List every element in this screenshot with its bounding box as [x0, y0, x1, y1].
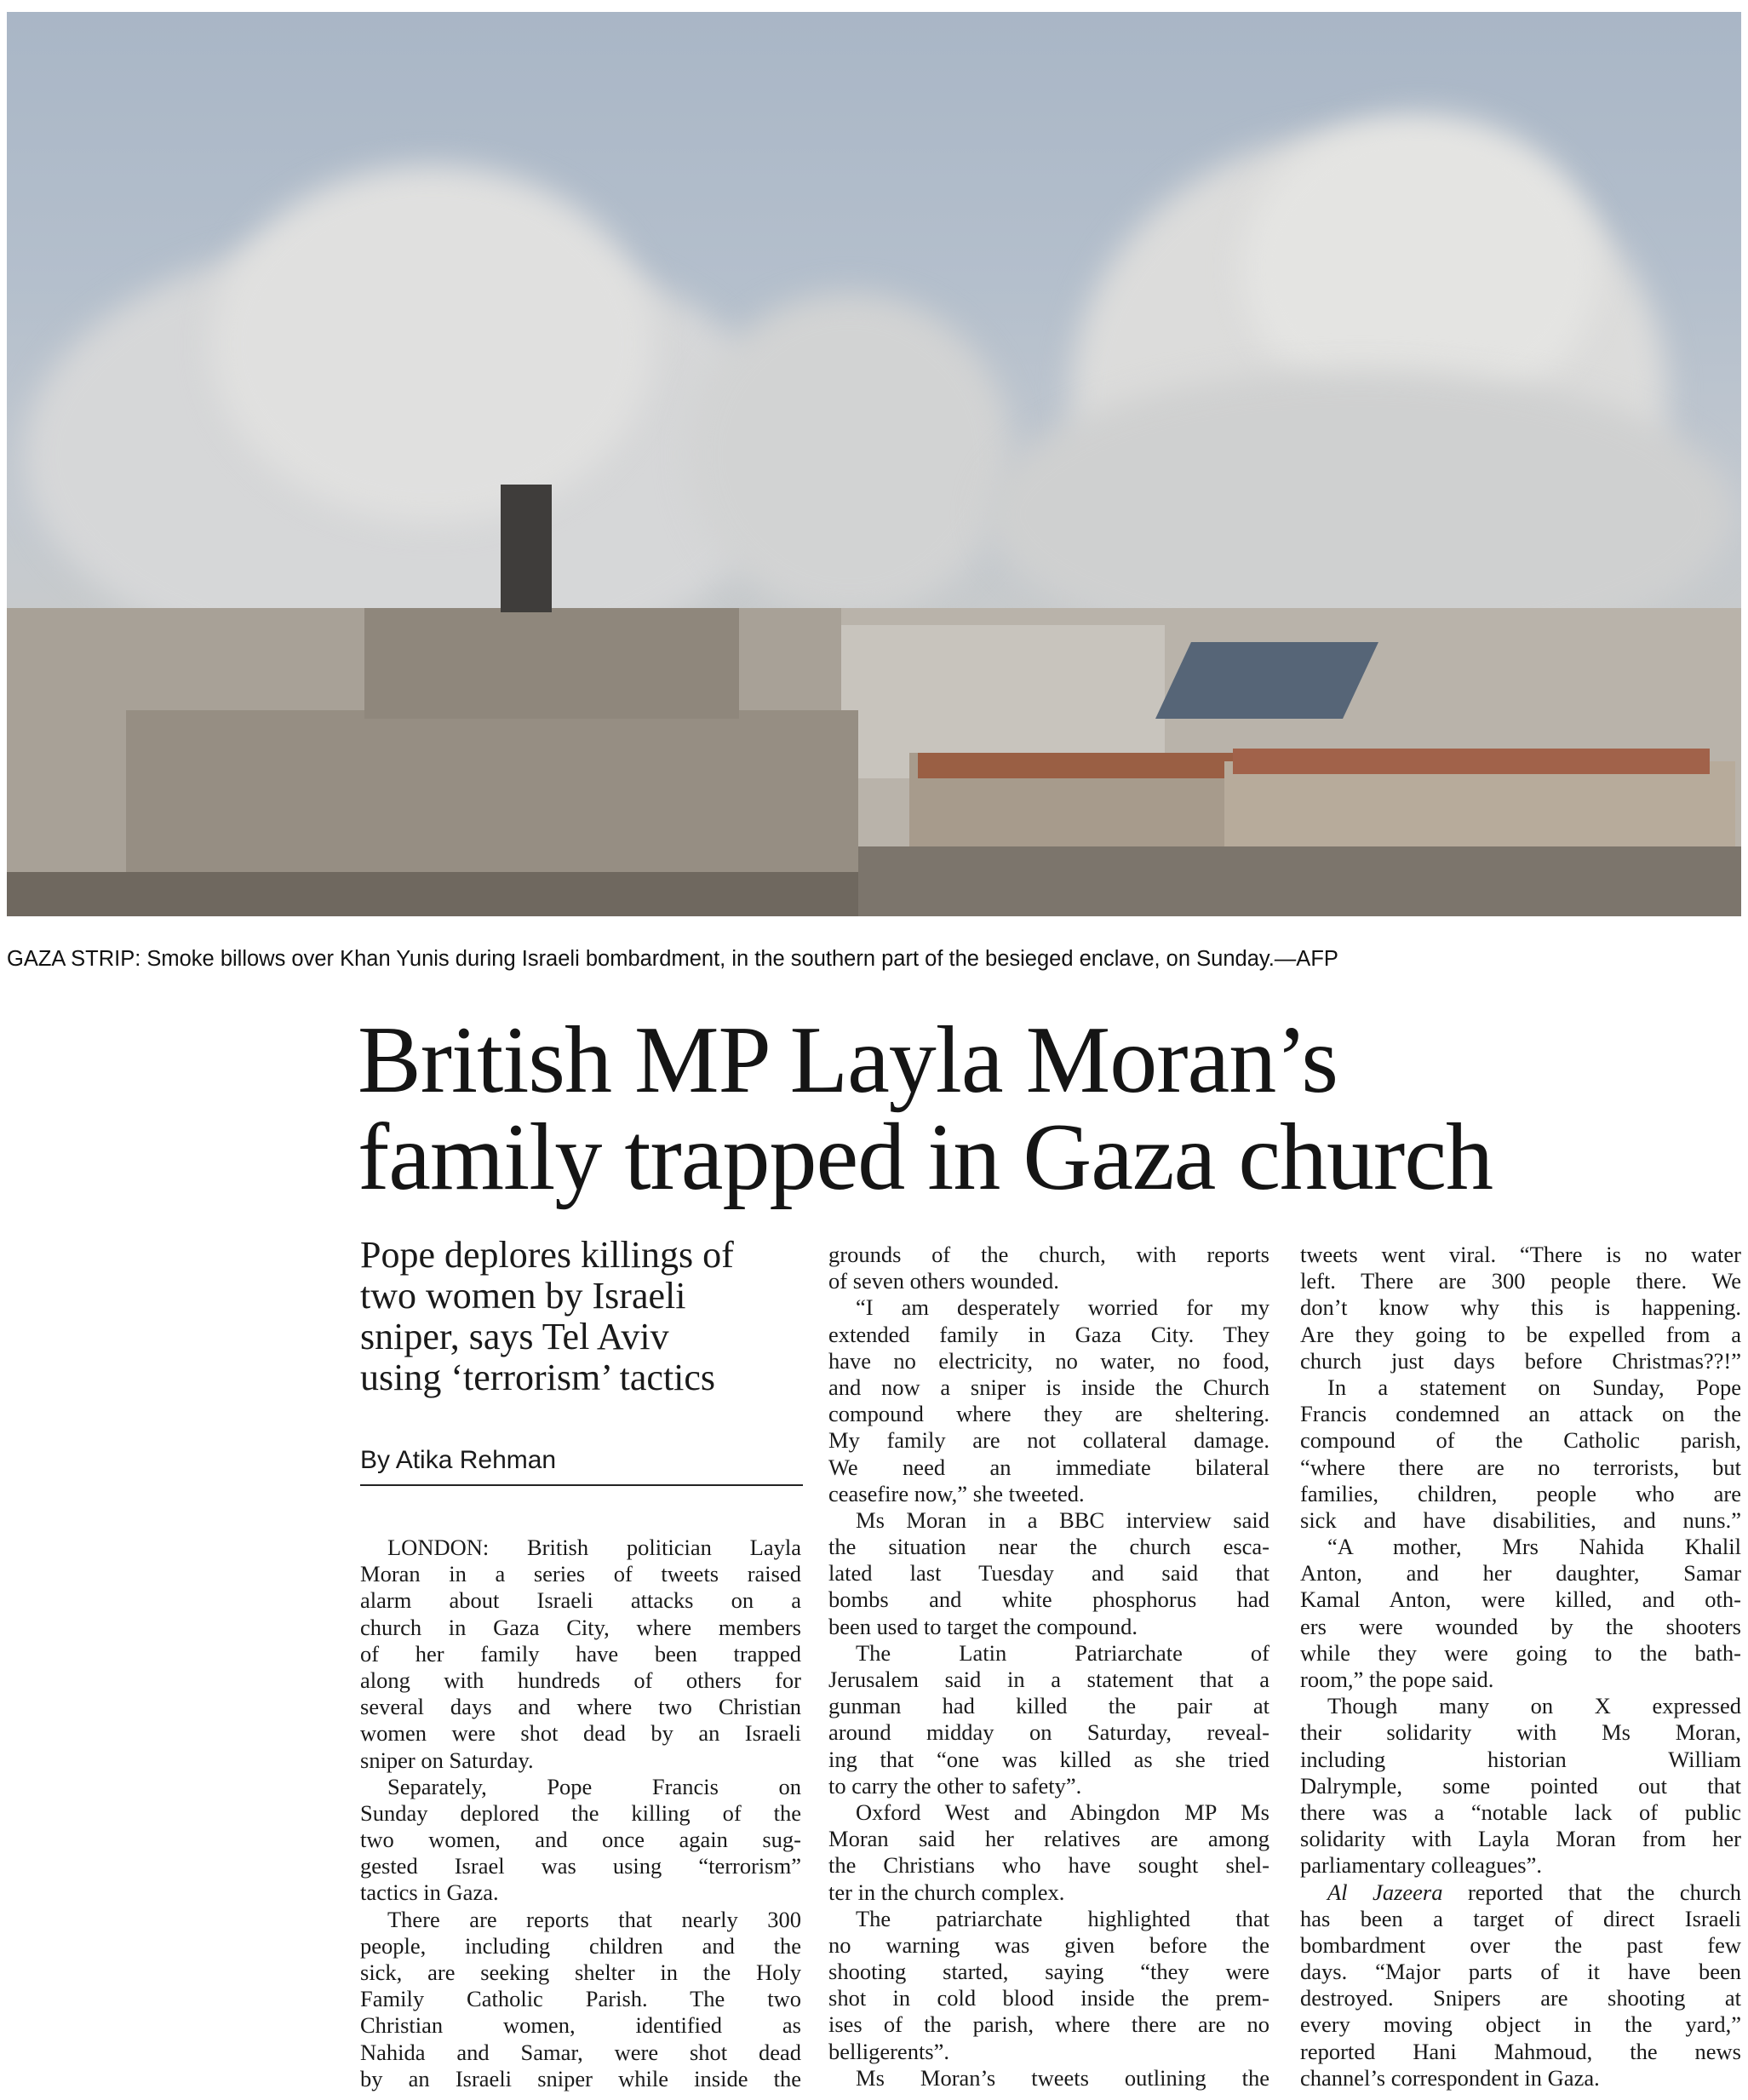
article-text-line: room,” the pope said. [1300, 1667, 1494, 1692]
article-text-line: two women, and once again sug- [360, 1827, 801, 1853]
article-text-line: Kamal Anton, were killed, and oth- [1300, 1586, 1741, 1613]
article-text-line: “A mother, Mrs Nahida Khalil [1327, 1534, 1741, 1560]
article-text-line: been used to target the compound. [828, 1613, 1138, 1639]
article-text-line: along with hundreds of others for [360, 1667, 801, 1693]
article-text-line: ers were wounded by the shooters [1300, 1613, 1741, 1639]
article-text-line: including historian William [1300, 1746, 1741, 1772]
article-text-line: shot in cold blood inside the prem- [828, 1985, 1269, 2011]
headline-line: family trapped in Gaza church [358, 1105, 1493, 1210]
article-text-line: channel’s correspondent in Gaza. [1300, 2064, 1600, 2091]
article-text-line: Separately, Pope Francis on [387, 1773, 801, 1799]
article-text-line: ter in the church complex. [828, 1879, 1065, 1905]
article-text-line: alarm about Israeli attacks on a [360, 1587, 801, 1614]
article-text-line: grounds of the church, with reports [828, 1242, 1269, 1267]
article-text-line: There are reports that nearly 300 [387, 1906, 801, 1932]
article-text-line: has been a target of direct Israeli [1300, 1905, 1741, 1931]
article-text-line: Jerusalem said in a statement that a [828, 1667, 1269, 1692]
article-text-line: sick and have disabilities, and nuns.” [1300, 1506, 1741, 1533]
article-column-1 [360, 1535, 801, 2092]
headline [358, 1007, 1493, 1210]
article-text-line: bombardment over the past few [1300, 1931, 1741, 1958]
article-text-line: sick, are seeking shelter in the Holy [360, 1959, 801, 1985]
article-text-line: compound where they are sheltering. [828, 1401, 1269, 1427]
article-text-line: gested Israel was using “terrorism” [360, 1853, 801, 1879]
article-text-line: ises of the parish, where there are no [828, 2011, 1269, 2038]
article-column-2 [828, 1242, 1269, 2091]
subhead-line: two women by Israeli [360, 1275, 686, 1317]
article-text-line: shooting started, saying “they were [828, 1959, 1269, 1985]
article-text-line: to carry the other to safety”. [828, 1772, 1082, 1799]
article-text-line: have no electricity, no water, no food, [828, 1347, 1269, 1374]
article-text-line: around midday on Saturday, reveal- [828, 1719, 1269, 1746]
byline-divider [360, 1484, 803, 1486]
article-text-line: days. “Major parts of it have been [1300, 1959, 1741, 1985]
photo-caption: GAZA STRIP: Smoke billows over Khan Yunis during Israeli bombardment, in the southern part of the besieged enclave, on Sunday.—AFP [7, 947, 1338, 971]
article-text-line: people, including children and the [360, 1932, 801, 1959]
subhead-line: Pope deplores killings of [360, 1234, 734, 1276]
article-text-line: families, children, people who are [1300, 1480, 1741, 1506]
article-text-line: “I am desperately worried for my [856, 1294, 1269, 1321]
subheadline [360, 1235, 803, 1398]
article-text-line: Al Jazeera reported that the church [1327, 1879, 1741, 1905]
article-text-line: of seven others wounded. [828, 1268, 1059, 1294]
byline: By Atika Rehman [360, 1446, 557, 1474]
article-text-line: church just days before Christmas??!” [1300, 1347, 1741, 1374]
article-text-line: Though many on X expressed [1327, 1693, 1741, 1719]
article-text-line: Sunday deplored the killing of the [360, 1799, 801, 1826]
article-text-line: ing that “one was killed as she tried [828, 1746, 1269, 1772]
article-text-line: Ms Moran’s tweets outlining the [856, 2064, 1269, 2091]
article-text-line: while they were going to the bath- [1300, 1639, 1741, 1666]
article-text-line: don’t know why this is happening. [1300, 1294, 1741, 1321]
article-text-line: sniper on Saturday. [360, 1747, 534, 1773]
article-text-line: solidarity with Layla Moran from her [1300, 1826, 1741, 1852]
article-text-line: compound of the Catholic parish, [1300, 1427, 1741, 1454]
article-text-line: belligerents”. [828, 2038, 950, 2064]
subhead-line: sniper, says Tel Aviv [360, 1316, 669, 1357]
article-text-line: there was a “notable lack of public [1300, 1799, 1741, 1825]
article-text-line: Christian women, identified as [360, 2012, 801, 2039]
article-text-line: destroyed. Snipers are shooting at [1300, 1985, 1741, 2011]
article-text-line: Moran said her relatives are among [828, 1826, 1269, 1852]
article-text-line: the Christians who have sought shel- [828, 1852, 1269, 1879]
article-text-line: My family are not collateral damage. [828, 1427, 1269, 1454]
article-text-line: their solidarity with Ms Moran, [1300, 1719, 1741, 1746]
article-text-line: ceasefire now,” she tweeted. [828, 1480, 1085, 1506]
article-text-line: no warning was given before the [828, 1931, 1269, 1958]
article-text-line: church in Gaza City, where members [360, 1614, 801, 1640]
article-text-line: We need an immediate bilateral [828, 1454, 1269, 1480]
subhead-line: using ‘terrorism’ tactics [360, 1357, 716, 1398]
article-text-line: Francis condemned an attack on the [1300, 1401, 1741, 1427]
article-text-line: by an Israeli sniper while inside the [360, 2065, 801, 2091]
article-text-line: In a statement on Sunday, Pope [1327, 1374, 1741, 1400]
article-text-line: Nahida and Samar, were shot dead [360, 2039, 801, 2065]
article-text-line: Are they going to be expelled from a [1300, 1321, 1741, 1347]
article-text-line: and now a sniper is inside the Church [828, 1374, 1269, 1400]
article-text-line: women were shot dead by an Israeli [360, 1720, 801, 1747]
article-text-line: The Latin Patriarchate of [856, 1639, 1269, 1666]
article-text-line: parliamentary colleagues”. [1300, 1852, 1542, 1879]
article-text-line: Moran in a series of tweets raised [360, 1561, 801, 1587]
article-text-line: Dalrymple, some pointed out that [1300, 1772, 1741, 1799]
article-text-line: Family Catholic Parish. The two [360, 1986, 801, 2012]
article-text-line: tactics in Gaza. [360, 1879, 499, 1906]
article-text-line: “where there are no terrorists, but [1300, 1454, 1741, 1480]
article-column-3 [1300, 1242, 1741, 2091]
article-text-line: Oxford West and Abingdon MP Ms [856, 1799, 1269, 1825]
article-text-line: several days and where two Christian [360, 1694, 801, 1720]
article-text-line: reported Hani Mahmoud, the news [1300, 2038, 1741, 2064]
article-text-line: tweets went viral. “There is no water [1300, 1242, 1741, 1267]
italic-publication-name: Al Jazeera [1327, 1879, 1443, 1905]
news-photo-gaza-smoke [7, 12, 1741, 916]
article-text-line: Anton, and her daughter, Samar [1300, 1560, 1741, 1586]
article-text-line: every moving object in the yard,” [1300, 2011, 1741, 2038]
article-text-line: LONDON: British politician Layla [387, 1535, 801, 1560]
article-text-line: gunman had killed the pair at [828, 1693, 1269, 1719]
article-text-line: extended family in Gaza City. They [828, 1321, 1269, 1347]
article-text-line: left. There are 300 people there. We [1300, 1268, 1741, 1294]
article-text-line: lated last Tuesday and said that [828, 1560, 1269, 1586]
article-text-line: bombs and white phosphorus had [828, 1586, 1269, 1613]
article-text-line: Ms Moran in a BBC interview said [856, 1506, 1269, 1533]
article-text-line: The patriarchate highlighted that [856, 1905, 1269, 1931]
article-text-line: of her family have been trapped [360, 1640, 801, 1667]
article-text-line: the situation near the church esca- [828, 1534, 1269, 1560]
headline-line: British MP Layla Moran’s [358, 1007, 1338, 1113]
